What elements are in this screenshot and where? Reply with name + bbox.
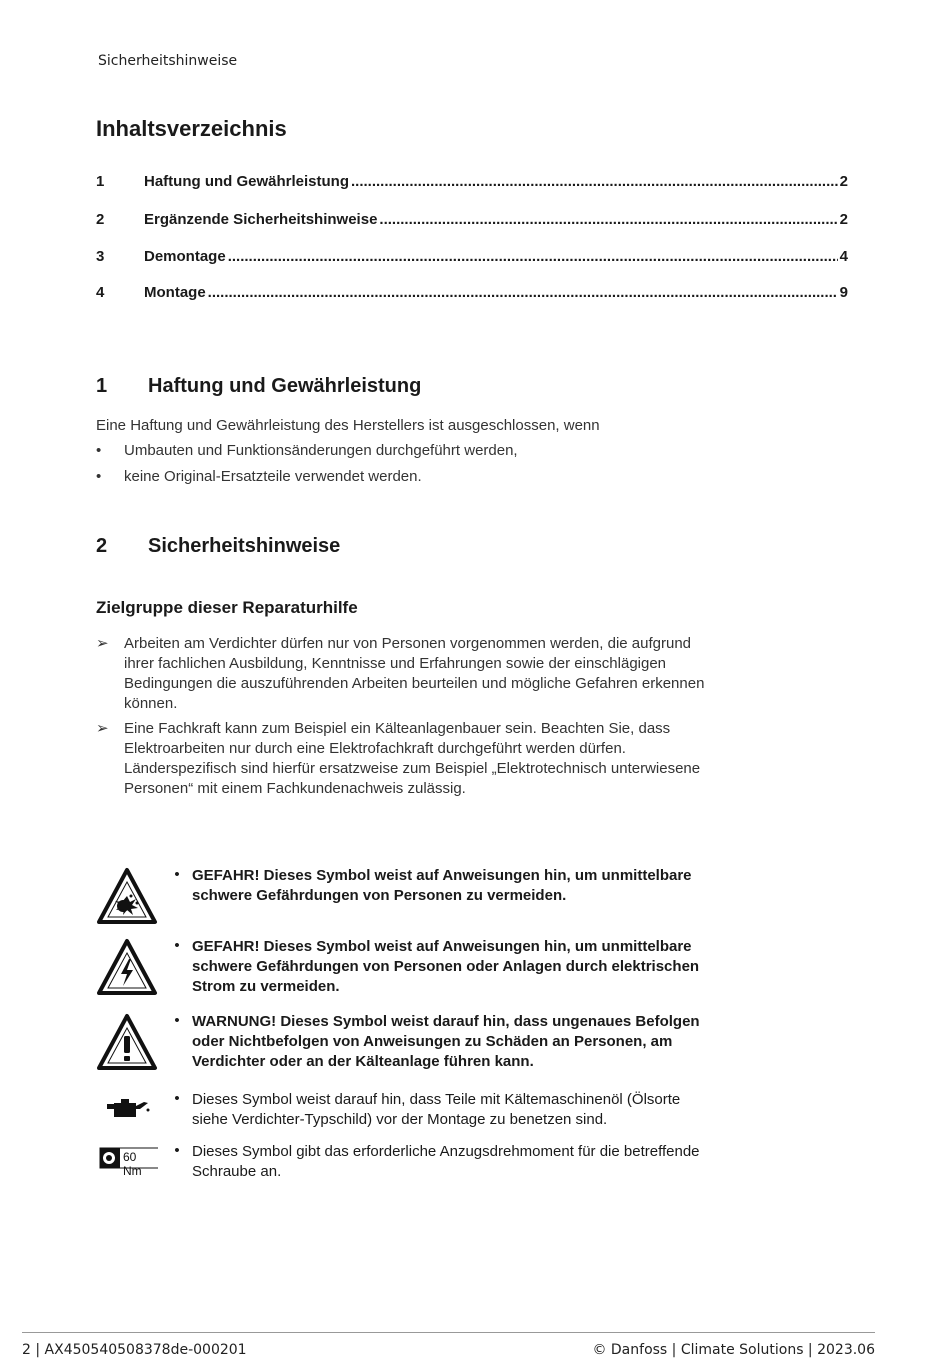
toc-entry-3[interactable] <box>96 248 848 268</box>
list-item <box>96 719 716 799</box>
toc-leader-dots <box>379 211 837 228</box>
toc-entry-title: Haftung und Gewährleistung <box>144 173 349 190</box>
bullet-icon: • <box>96 442 102 459</box>
toc-title: Inhaltsverzeichnis <box>96 116 287 141</box>
bullet-icon: • <box>96 468 102 485</box>
section-number: 1 <box>96 375 108 397</box>
section-number: 2 <box>96 535 108 557</box>
symbol-explanation-torque <box>96 1142 716 1182</box>
toc-entry-page: 9 <box>839 284 848 301</box>
toc-entry-number: 4 <box>96 284 105 301</box>
toc-leader-dots <box>351 173 838 190</box>
list-item-text: Arbeiten am Verdichter dürfen nur von Personen vorgenommen werden, die aufgrund ihrer fachlichen Ausbildung, Kenntnisse und Erfahrungen sowie der einschlägigen Bedingungen die auszuführenden Arbeiten beurteilen und mögliche Gefahren erkennen können. <box>124 635 705 712</box>
oil-can-icon <box>96 1090 158 1130</box>
footer-copyright: © Danfoss | Climate Solutions | 2023.06 <box>592 1342 875 1358</box>
toc-entry-page: 2 <box>839 173 848 190</box>
bullet-icon: • <box>174 1142 180 1159</box>
toc-entry-4[interactable] <box>96 284 848 304</box>
symbol-description: Dieses Symbol weist darauf hin, dass Teile mit Kältemaschinenöl (Ölsorte siehe Verdichter-Typschild) vor der Montage zu benetzen sind. <box>192 1091 681 1128</box>
section-title: Sicherheitshinweise <box>148 535 341 557</box>
symbol-description: Dieses Symbol gibt das erforderliche Anzugsdrehmoment für die betreffende Schraube an. <box>192 1143 700 1180</box>
section-2-heading <box>96 535 340 558</box>
symbol-explanation-warning <box>96 1012 716 1074</box>
symbol-explanation-electric <box>96 937 716 999</box>
arrow-bullet-icon: ➢ <box>96 720 109 737</box>
toc-entry-title: Montage <box>144 284 206 301</box>
bullet-icon: • <box>174 1090 180 1107</box>
torque-value-label: 60 Nm <box>123 1150 142 1178</box>
toc-entry-number: 1 <box>96 173 105 190</box>
general-warning-icon <box>96 1012 158 1074</box>
toc-entry-title: Demontage <box>144 248 226 265</box>
symbol-description: GEFAHR! Dieses Symbol weist auf Anweisungen hin, um unmittelbare schwere Gefährdungen von Personen zu vermeiden. <box>192 867 692 904</box>
running-header: Sicherheitshinweise <box>98 53 238 69</box>
section-1-intro: Eine Haftung und Gewährleistung des Herstellers ist ausgeschlossen, wenn <box>96 417 600 434</box>
footer-document-id: 2 | AX450540508378de-000201 <box>22 1342 247 1358</box>
toc-entry-number: 2 <box>96 211 105 228</box>
toc-entry-2[interactable] <box>96 211 848 231</box>
toc-leader-dots <box>208 284 838 301</box>
torque-icon <box>96 1142 158 1178</box>
toc-entry-title: Ergänzende Sicherheitshinweise <box>144 211 378 228</box>
explosion-warning-icon <box>96 866 158 928</box>
toc-entry-page: 2 <box>839 211 848 228</box>
list-item-text: keine Original-Ersatzteile verwendet werden. <box>124 468 422 485</box>
symbol-description: WARNUNG! Dieses Symbol weist darauf hin, dass ungenaues Befolgen oder Nichtbefolgen von Anweisungen zu Schäden an Personen, am Verdichter oder an der Kälteanlage führen kann. <box>192 1013 700 1070</box>
symbol-description: GEFAHR! Dieses Symbol weist auf Anweisungen hin, um unmittelbare schwere Gefährdungen von Personen oder Anlagen durch elektrischen Strom zu vermeiden. <box>192 938 700 995</box>
subsection-title: Zielgruppe dieser Reparaturhilfe <box>96 598 358 617</box>
toc-entry-1[interactable] <box>96 173 848 193</box>
toc-leader-dots <box>228 248 838 265</box>
bullet-icon: • <box>174 1012 180 1029</box>
footer-divider <box>22 1332 875 1333</box>
section-1-heading <box>96 375 421 398</box>
list-item-text: Umbauten und Funktionsänderungen durchgeführt werden, <box>124 442 518 459</box>
list-item <box>96 442 518 459</box>
arrow-bullet-icon: ➢ <box>96 635 109 652</box>
symbol-explanation-oil <box>96 1090 716 1130</box>
section-title: Haftung und Gewährleistung <box>148 375 422 397</box>
toc-entry-number: 3 <box>96 248 105 265</box>
list-item-text: Eine Fachkraft kann zum Beispiel ein Kälteanlagenbauer sein. Beachten Sie, dass Elektroarbeiten nur durch eine Elektrofachkraft durchgeführt werden dürfen. Länderspezifisch sind hierfür ersatzweise zum Beispiel „Elektrotechnisch unterwiesene Personen“ mit einem Fachkundenachweis zulässig. <box>124 720 701 797</box>
bullet-icon: • <box>174 937 180 954</box>
toc-entry-page: 4 <box>839 248 848 265</box>
list-item <box>96 468 422 485</box>
symbol-explanation-danger <box>96 866 716 928</box>
electrical-hazard-icon <box>96 937 158 999</box>
list-item <box>96 634 716 714</box>
bullet-icon: • <box>174 866 180 883</box>
